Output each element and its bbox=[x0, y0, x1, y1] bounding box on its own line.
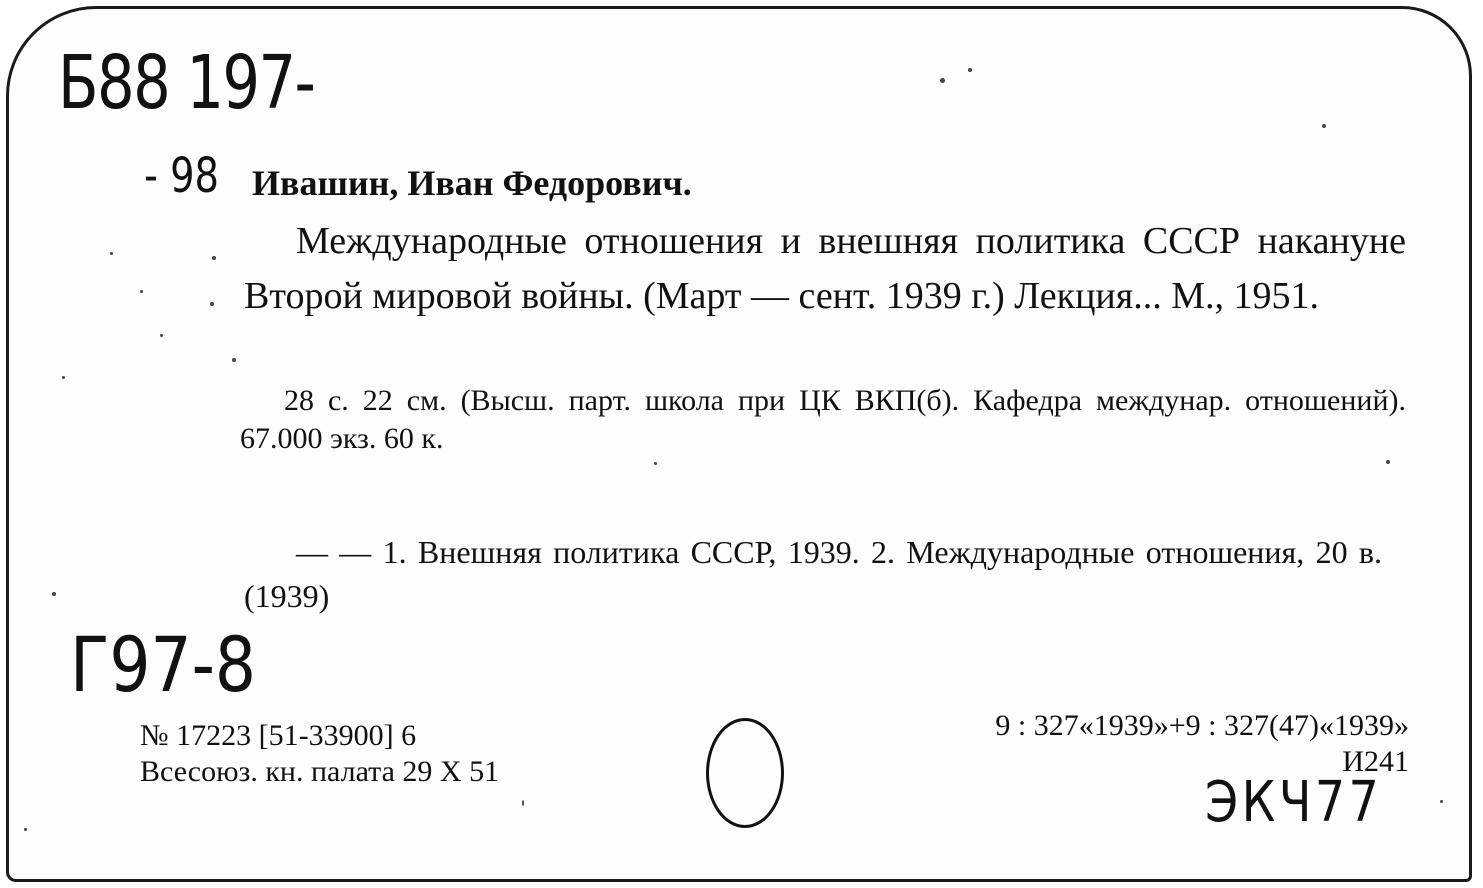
scan-speck bbox=[654, 462, 657, 465]
scan-speck bbox=[24, 828, 27, 831]
scan-speck bbox=[1386, 460, 1390, 464]
book-chamber-stamp: Всесоюз. кн. палата 29 X 51 bbox=[140, 755, 500, 788]
scan-speck bbox=[1440, 800, 1443, 803]
collation-note: 28 с. 22 см. (Высш. парт. школа при ЦК ВКП(б). Кафедра междунар. отношений). 67.000 экз. 60 к. bbox=[240, 384, 1406, 455]
handwritten-mark-left: Г97-8 bbox=[70, 620, 257, 709]
call-number-line-1: Б88 197- bbox=[58, 40, 315, 126]
call-number-line-2: - 98 bbox=[144, 148, 219, 204]
scan-speck bbox=[160, 334, 163, 337]
scan-speck bbox=[140, 290, 143, 293]
author-mark: И241 bbox=[1342, 745, 1409, 778]
udc-index: 9 : 327«1939»+9 : 327(47)«1939» bbox=[995, 709, 1409, 742]
scan-speck bbox=[522, 800, 524, 806]
handwritten-mark-right: ЭКЧ77 bbox=[1205, 770, 1383, 835]
scan-speck bbox=[62, 376, 65, 379]
record-number: № 17223 [51-33900] 6 bbox=[140, 719, 417, 752]
card-punch-hole bbox=[706, 718, 784, 828]
author-heading: Ивашин, Иван Федорович. bbox=[252, 163, 692, 203]
subject-tracings: — — 1. Внешняя политика СССР, 1939. 2. Международные отношения, 20 в. (1939) bbox=[244, 534, 1382, 614]
scan-speck bbox=[210, 302, 214, 306]
scan-speck bbox=[940, 78, 945, 83]
record-info bbox=[140, 718, 499, 790]
scan-speck bbox=[52, 592, 56, 596]
title-statement: Международные отношения и внешняя политика СССР накануне Второй мировой войны. (Март — сент. 1939 г.) Лекция... М., 1951. bbox=[244, 220, 1406, 317]
scan-speck bbox=[1322, 124, 1326, 128]
scan-speck bbox=[232, 358, 236, 362]
scan-speck bbox=[212, 256, 216, 260]
scan-speck bbox=[968, 68, 972, 72]
scan-speck bbox=[110, 252, 113, 255]
